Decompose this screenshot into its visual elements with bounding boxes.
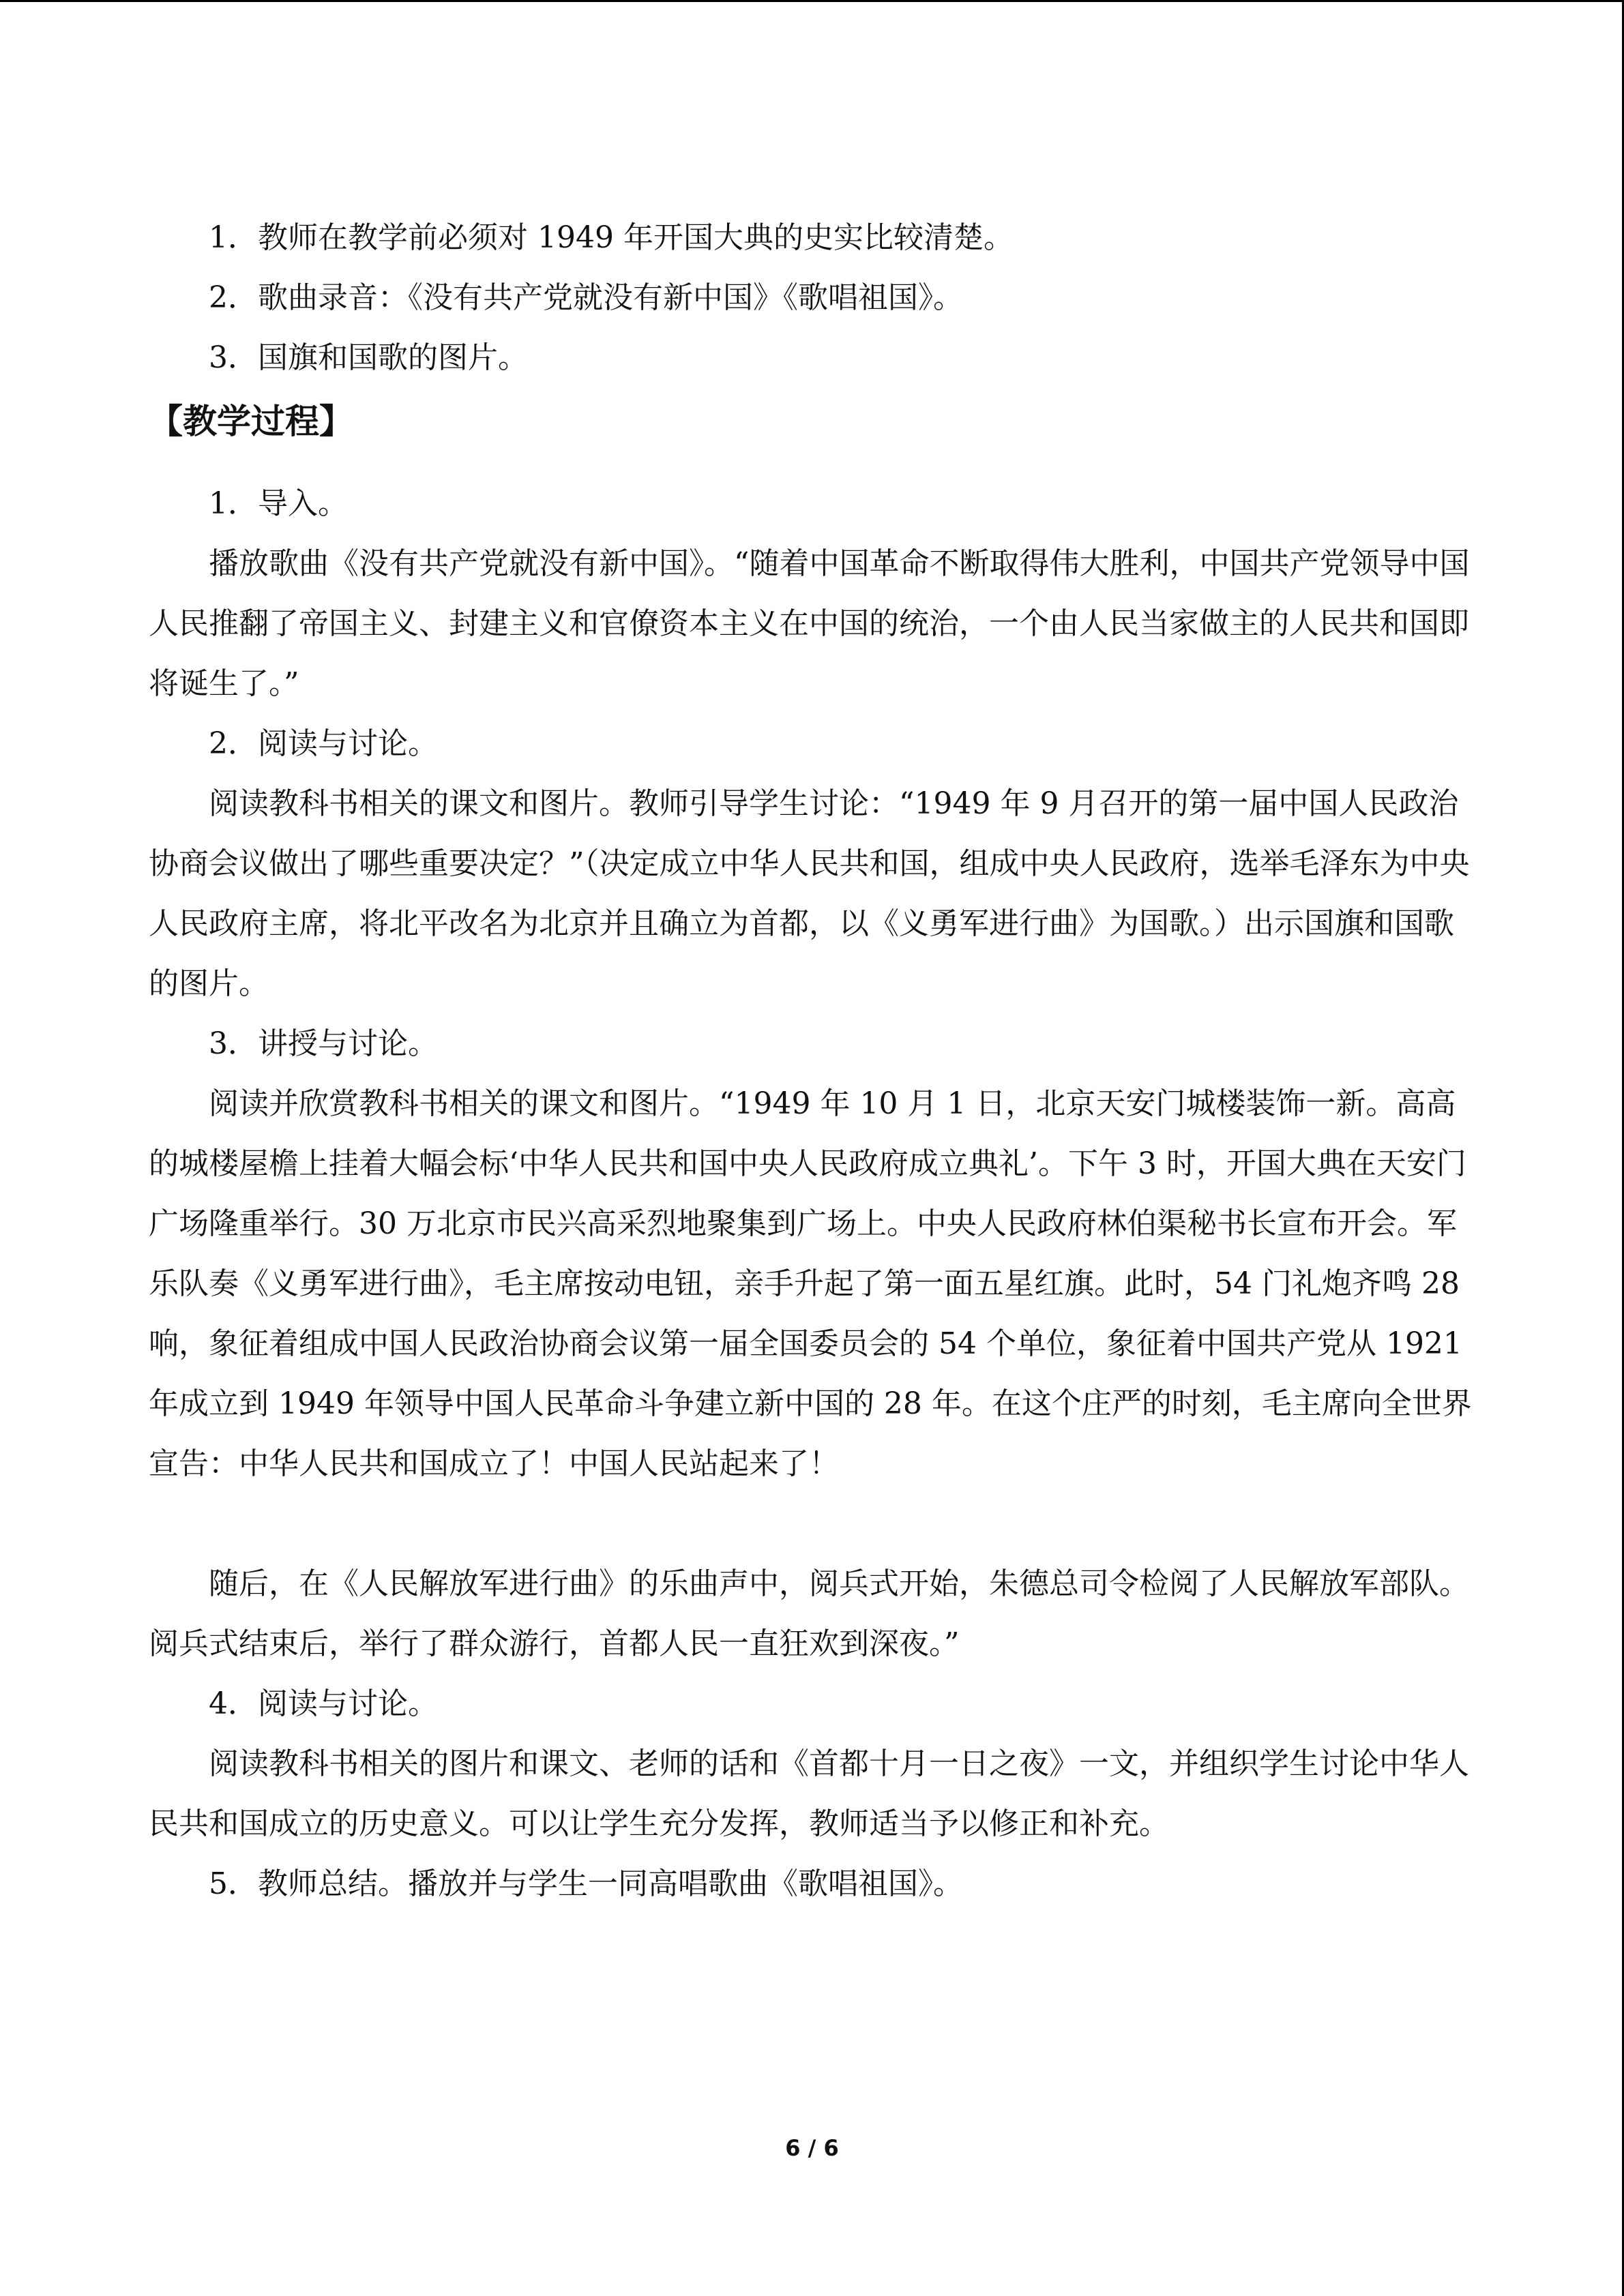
prep-item-2: 2．歌曲录音：《没有共产党就没有新中国》《歌唱祖国》。 xyxy=(209,280,963,315)
step5-text: 5．教师总结。播放并与学生一同高唱歌曲《歌唱祖国》。 xyxy=(209,1866,963,1901)
step2-text: 阅读教科书相关的课文和图片。教师引导学生讨论：“1949 年 9 月召开的第一届中国人民政治协商会议做出了哪些重要决定？”（决定成立中华人民共和国，组成中央人民政府，选举毛泽东为中央人民政府主席，将北平改名为北京并且确立为首都，以《义勇军进行曲》为国歌。）出示国旗和国歌的图片。 xyxy=(149,786,1470,1001)
section-heading: 【教学过程】 xyxy=(149,402,353,441)
step1-title: 1．导入。 xyxy=(209,486,348,521)
prep-item-1: 1．教师在教学前必须对 1949 年开国大典的史实比较清楚。 xyxy=(209,220,1014,255)
step1-text: 播放歌曲《没有共产党就没有新中国》。“随着中国革命不断取得伟大胜利，中国共产党领导中国人民推翻了帝国主义、封建主义和官僚资本主义在中国的统治，一个由人民当家做主的人民共和国即将诞生了。” xyxy=(149,546,1470,701)
step3-text-continued: 随后，在《人民解放军进行曲》的乐曲声中，阅兵式开始，朱德总司令检阅了人民解放军部队。阅兵式结束后，举行了群众游行，首都人民一直狂欢到深夜。” xyxy=(149,1566,1469,1661)
step3-text: 阅读并欣赏教科书相关的课文和图片。“1949 年 10 月 1 日，北京天安门城楼装饰一新。高高的城楼屋檐上挂着大幅会标‘中华人民共和国中央人民政府成立典礼’。下午 3 时，开国大典在天安门广场隆重举行。30 万北京市民兴高采烈地聚集到广场上。中央人民政府林伯渠秘书长宣布开会。军乐队奏《义勇军进行曲》，毛主席按动电钮，亲手升起了第一面五星红旗。此时，54 门礼炮齐鸣 28 响，象征着组成中国人民政治协商会议第一届全国委员会的 54 个单位，象征着中国共产党从 1921 年成立到 1949 年领导中国人民革命斗争建立新中国的 28 年。在这个庄严的时刻，毛主席向全世界宣告：中华人民共和国成立了！中国人民站起来了！ xyxy=(149,1086,1472,1481)
prep-item-3: 3．国旗和国歌的图片。 xyxy=(209,340,528,375)
step4-title: 4．阅读与讨论。 xyxy=(209,1686,438,1721)
page-number: 6 / 6 xyxy=(785,2135,839,2161)
step2-title: 2．阅读与讨论。 xyxy=(209,726,438,761)
step4-text: 阅读教科书相关的图片和课文、老师的话和《首都十月一日之夜》一文，并组织学生讨论中华人民共和国成立的历史意义。可以让学生充分发挥，教师适当予以修正和补充。 xyxy=(149,1746,1469,1841)
page-top-border xyxy=(0,0,1624,2)
step3-title: 3．讲授与讨论。 xyxy=(209,1026,438,1061)
